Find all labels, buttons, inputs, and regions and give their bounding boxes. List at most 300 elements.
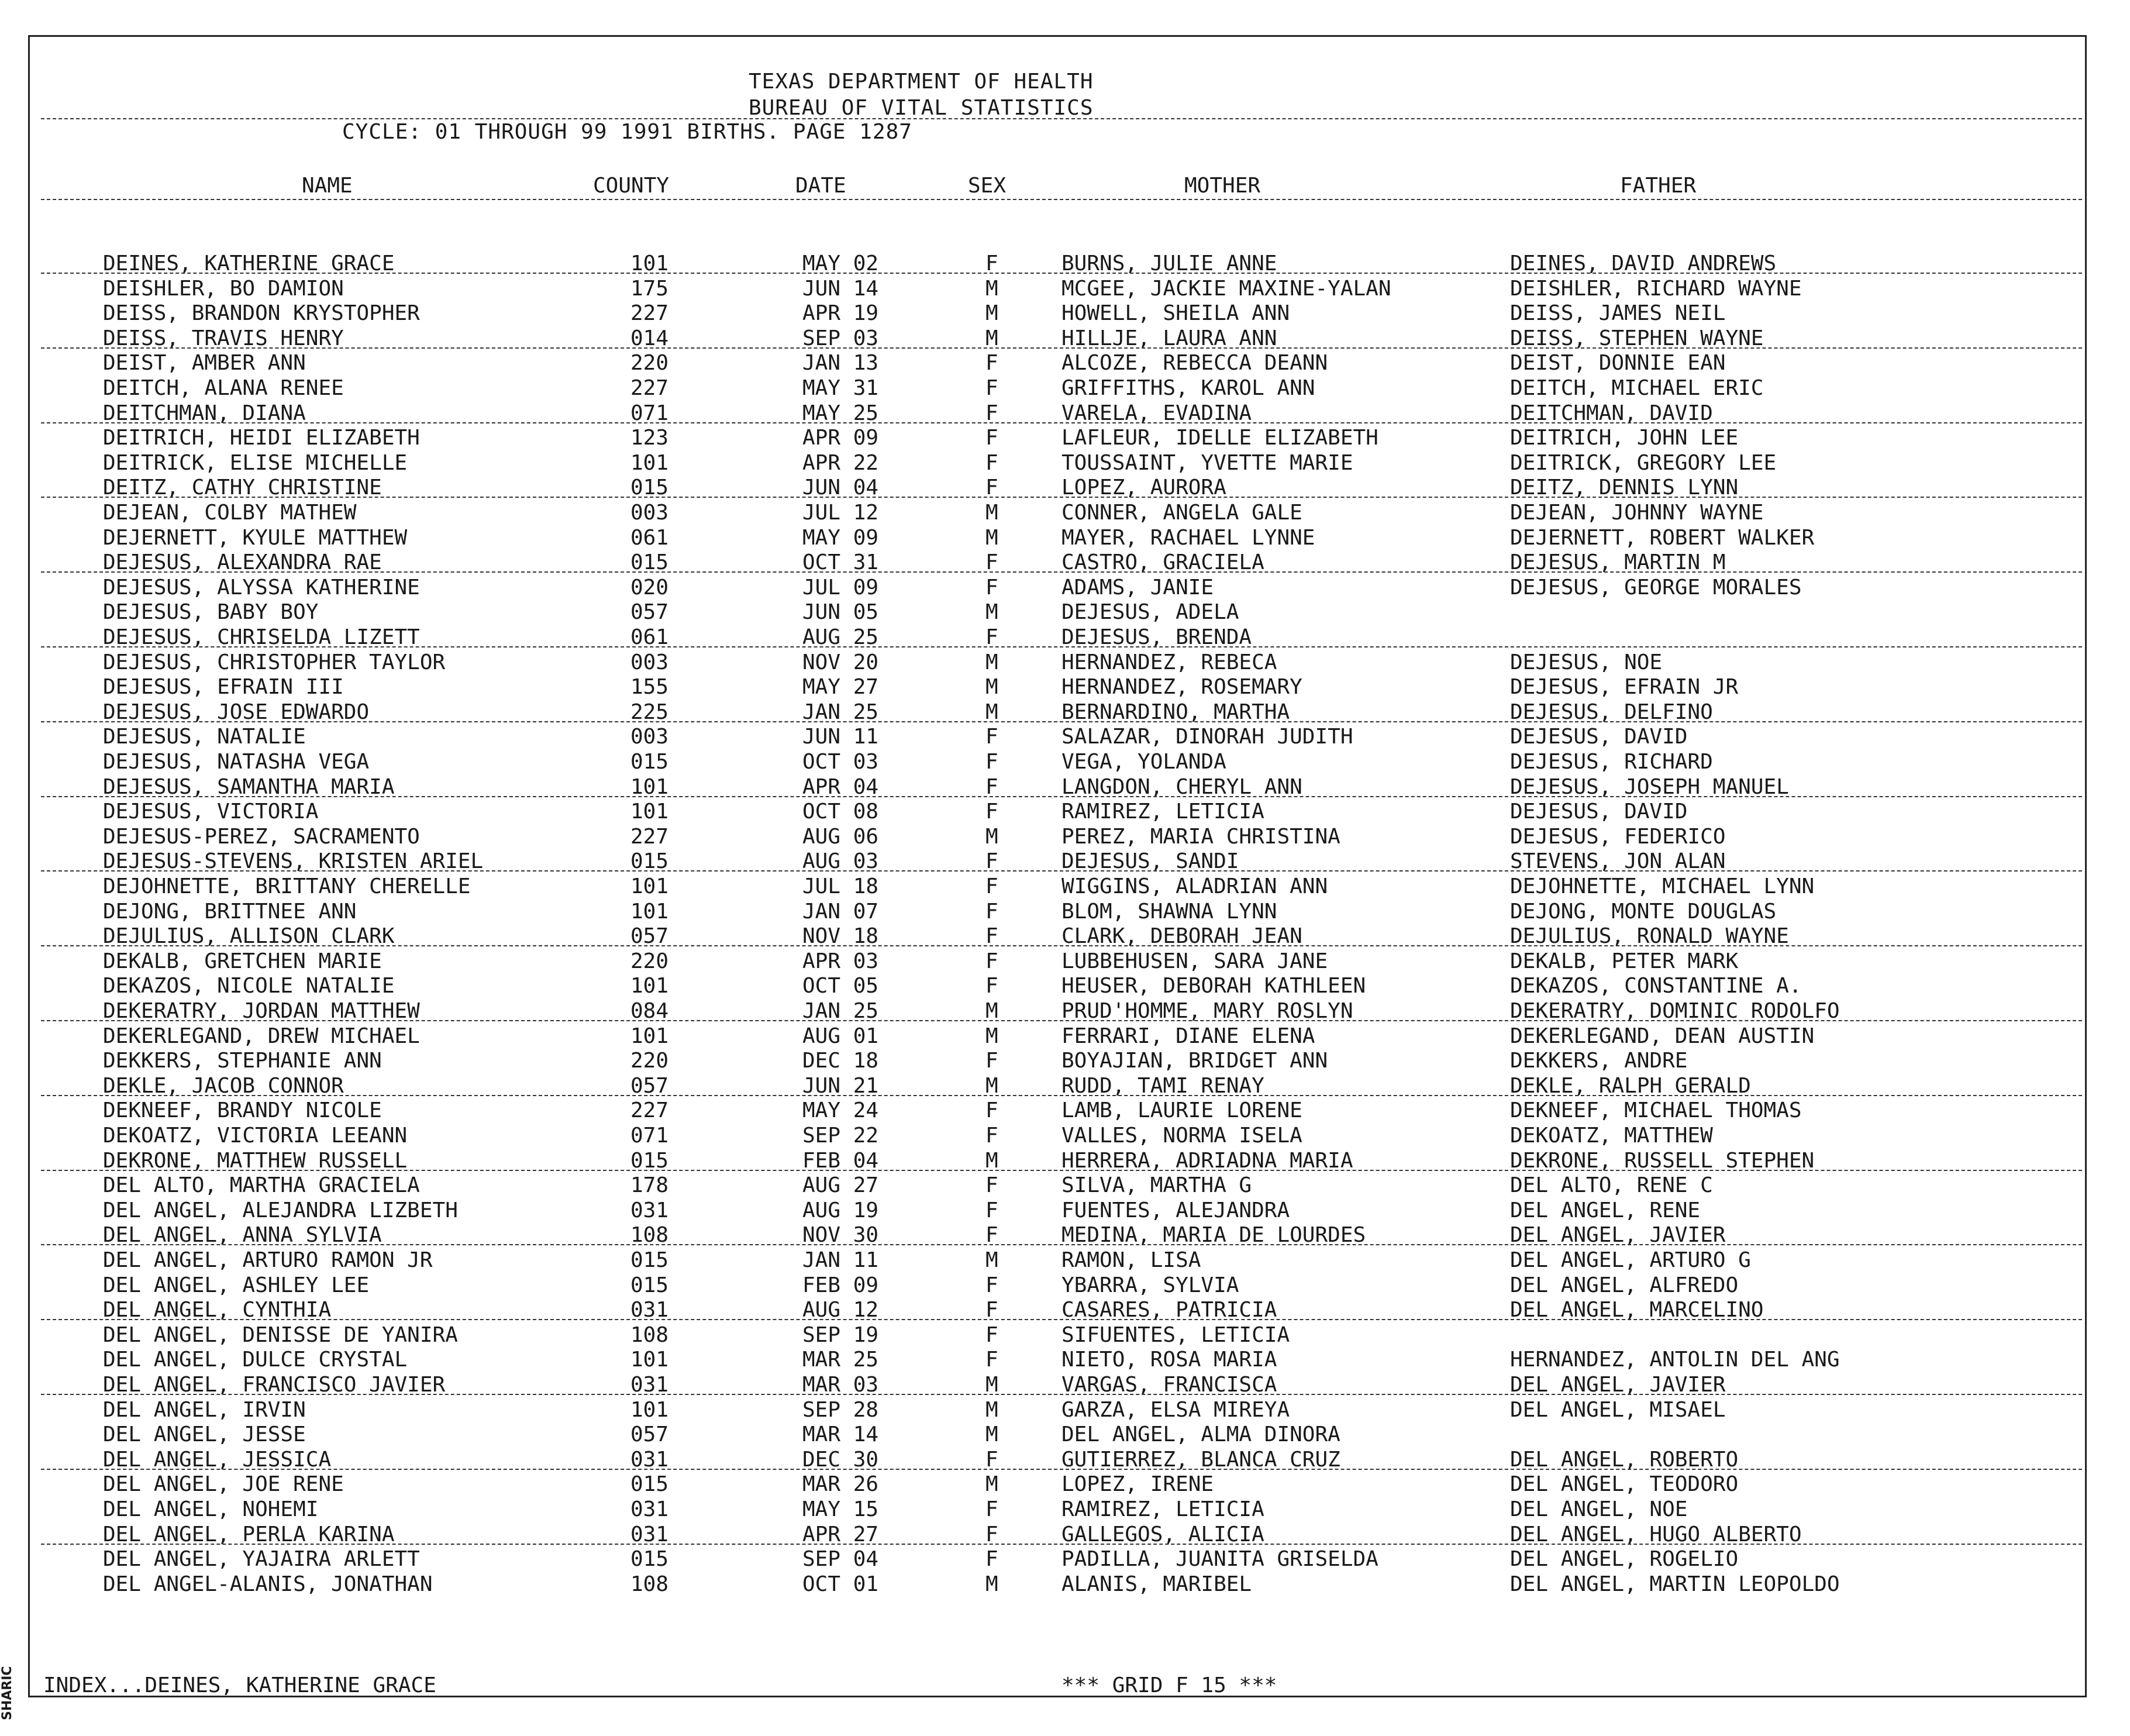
cell-sex: F — [985, 800, 998, 824]
cell-county: 071 — [630, 1124, 669, 1148]
cell-name: DEKALB, GRETCHEN MARIE — [103, 949, 382, 973]
cell-county: 108 — [630, 1322, 669, 1347]
cell-father: DEJULIUS, RONALD WAYNE — [1510, 924, 1789, 949]
cell-father: DEL ANGEL, HUGO ALBERTO — [1510, 1522, 1802, 1546]
cell-father: DEL ANGEL, ARTURO G — [1510, 1248, 1751, 1272]
cell-date: NOV 20 — [802, 650, 879, 674]
cell-father: DEL ANGEL, ALFREDO — [1510, 1273, 1739, 1297]
table-row — [0, 1572, 2130, 1597]
cell-name: DEINES, KATHERINE GRACE — [103, 252, 395, 275]
cell-date: JAN 25 — [802, 700, 879, 724]
table-row — [0, 376, 2130, 401]
cell-sex: M — [985, 525, 998, 550]
cell-name: DEJESUS-STEVENS, KRISTEN ARIEL — [103, 849, 484, 874]
cell-sex: F — [985, 252, 998, 275]
cell-name: DEITRICH, HEIDI ELIZABETH — [103, 426, 420, 450]
cell-name: DEITZ, CATHY CHRISTINE — [103, 476, 382, 500]
cell-father: DEKOATZ, MATTHEW — [1510, 1124, 1713, 1148]
cell-date: AUG 25 — [802, 625, 879, 649]
cell-sex: F — [985, 450, 998, 475]
table-row — [0, 874, 2130, 899]
cell-sex: F — [985, 1098, 998, 1123]
cell-mother: DEJESUS, BRENDA — [1061, 625, 1252, 649]
cell-county: 101 — [630, 874, 669, 898]
cell-county: 015 — [630, 849, 669, 874]
grid-label: *** GRID F 15 *** — [1061, 1673, 1277, 1697]
cell-name: DEJULIUS, ALLISON CLARK — [103, 924, 395, 949]
cell-mother: HEUSER, DEBORAH KATHLEEN — [1061, 974, 1366, 998]
cell-mother: RAMON, LISA — [1061, 1248, 1201, 1272]
cell-father: DEL ALTO, RENE C — [1510, 1173, 1713, 1198]
header-rule-top — [41, 118, 2082, 119]
cell-father: DEL ANGEL, MISAEL — [1510, 1397, 1726, 1422]
cell-mother: VALLES, NORMA ISELA — [1061, 1124, 1302, 1148]
cell-date: MAY 15 — [802, 1497, 879, 1521]
cell-mother: HERNANDEZ, ROSEMARY — [1061, 675, 1302, 700]
cell-name: DEL ANGEL, ANNA SYLVIA — [103, 1223, 382, 1248]
cell-date: OCT 03 — [802, 750, 879, 774]
cell-sex: M — [985, 1024, 998, 1048]
cell-father: DEJESUS, MARTIN M — [1510, 550, 1726, 575]
cell-father: HERNANDEZ, ANTOLIN DEL ANG — [1510, 1348, 1840, 1372]
cell-date: OCT 31 — [802, 550, 879, 575]
cell-date: MAY 09 — [802, 525, 879, 550]
column-header-father: FATHER — [1620, 174, 1697, 198]
cell-mother: GALLEGOS, ALICIA — [1061, 1522, 1264, 1546]
cell-county: 155 — [630, 675, 669, 700]
cell-father: DEITZ, DENNIS LYNN — [1510, 476, 1739, 500]
table-row — [0, 277, 2130, 301]
row-rule — [41, 571, 2082, 573]
cell-mother: SALAZAR, DINORAH JUDITH — [1061, 725, 1353, 749]
cell-sex: F — [985, 1447, 998, 1472]
cell-name: DEITCHMAN, DIANA — [103, 401, 306, 425]
cell-father: DEL ANGEL, MARCELINO — [1510, 1298, 1764, 1322]
cell-date: OCT 05 — [802, 974, 879, 998]
cell-mother: NIETO, ROSA MARIA — [1061, 1348, 1277, 1372]
cell-mother: LAMB, LAURIE LORENE — [1061, 1098, 1302, 1123]
row-rule — [41, 1170, 2082, 1171]
cell-name: DEKOATZ, VICTORIA LEEANN — [103, 1124, 408, 1148]
table-row — [0, 1348, 2130, 1372]
cell-mother: RUDD, TAMI RENAY — [1061, 1073, 1264, 1098]
cell-mother: BURNS, JULIE ANNE — [1061, 252, 1277, 275]
cell-father: DEKALB, PETER MARK — [1510, 949, 1739, 973]
cell-father: DEJESUS, JOSEPH MANUEL — [1510, 774, 1789, 799]
cell-name: DEJESUS-PEREZ, SACRAMENTO — [103, 824, 420, 849]
table-row — [0, 1398, 2130, 1422]
cell-sex: M — [985, 1248, 998, 1272]
cell-date: APR 22 — [802, 450, 879, 475]
cell-date: JUN 11 — [802, 725, 879, 749]
cell-county: 003 — [630, 725, 669, 749]
cell-date: APR 04 — [802, 774, 879, 799]
cell-name: DEJESUS, EFRAIN III — [103, 675, 344, 700]
cell-father: DEJESUS, RICHARD — [1510, 750, 1713, 774]
cell-sex: F — [985, 351, 998, 376]
cell-sex: M — [985, 824, 998, 849]
cell-county: 057 — [630, 600, 669, 625]
cell-mother: BLOM, SHAWNA LYNN — [1061, 899, 1277, 924]
cell-date: JUN 04 — [802, 476, 879, 500]
cell-county: 057 — [630, 1422, 669, 1447]
cell-father: DEITRICK, GREGORY LEE — [1510, 450, 1777, 475]
table-row — [0, 800, 2130, 824]
cell-name: DEL ANGEL, FRANCISCO JAVIER — [103, 1373, 446, 1397]
cell-county: 123 — [630, 426, 669, 450]
cell-name: DEIST, AMBER ANN — [103, 351, 306, 376]
cell-county: 031 — [630, 1447, 669, 1472]
cell-mother: GRIFFITHS, KAROL ANN — [1061, 376, 1315, 400]
cell-date: OCT 08 — [802, 800, 879, 824]
cell-county: 108 — [630, 1572, 669, 1596]
cell-sex: M — [985, 1397, 998, 1422]
row-rule — [41, 347, 2082, 349]
cell-mother: DEJESUS, SANDI — [1061, 849, 1239, 874]
cell-father: DEL ANGEL, NOE — [1510, 1497, 1688, 1521]
table-row — [0, 900, 2130, 924]
cell-date: MAY 24 — [802, 1098, 879, 1123]
cell-sex: M — [985, 700, 998, 724]
table-row — [0, 1124, 2130, 1148]
cell-county: 003 — [630, 650, 669, 674]
cell-name: DEJEAN, COLBY MATHEW — [103, 501, 357, 525]
cell-name: DEJESUS, VICTORIA — [103, 800, 319, 824]
cell-county: 101 — [630, 1348, 669, 1372]
cell-father: DEKRONE, RUSSELL STEPHEN — [1510, 1148, 1815, 1173]
cell-mother: SILVA, MARTHA G — [1061, 1173, 1252, 1198]
cell-sex: F — [985, 949, 998, 973]
cell-county: 227 — [630, 1098, 669, 1123]
cell-date: FEB 09 — [802, 1273, 879, 1297]
cell-date: SEP 22 — [802, 1124, 879, 1148]
cell-county: 101 — [630, 800, 669, 824]
cell-date: DEC 18 — [802, 1049, 879, 1073]
row-rule — [41, 1319, 2082, 1320]
cell-name: DEL ANGEL, DULCE CRYSTAL — [103, 1348, 408, 1372]
cell-county: 071 — [630, 401, 669, 425]
cell-mother: TOUSSAINT, YVETTE MARIE — [1061, 450, 1353, 475]
cell-mother: LAFLEUR, IDELLE ELIZABETH — [1061, 426, 1378, 450]
cell-sex: F — [985, 1322, 998, 1347]
cell-date: JAN 13 — [802, 351, 879, 376]
cell-father: DEISS, STEPHEN WAYNE — [1510, 326, 1764, 350]
row-rule — [41, 273, 2082, 274]
cell-date: APR 09 — [802, 426, 879, 450]
cell-name: DEJESUS, NATASHA VEGA — [103, 750, 370, 774]
cell-mother: PADILLA, JUANITA GRISELDA — [1061, 1547, 1378, 1572]
cell-father: DEITCHMAN, DAVID — [1510, 401, 1713, 425]
cell-name: DEKERLEGAND, DREW MICHAEL — [103, 1024, 420, 1048]
cell-date: SEP 19 — [802, 1322, 879, 1347]
cell-county: 175 — [630, 276, 669, 301]
cell-mother: ALANIS, MARIBEL — [1061, 1572, 1252, 1596]
cell-father: DEINES, DAVID ANDREWS — [1510, 252, 1777, 275]
cycle-line: CYCLE: 01 THROUGH 99 1991 BIRTHS. PAGE 1287 — [342, 120, 912, 144]
table-row — [0, 750, 2130, 774]
cell-date: MAR 14 — [802, 1422, 879, 1447]
table-row — [0, 576, 2130, 600]
cell-sex: M — [985, 501, 998, 525]
row-rule — [41, 646, 2082, 647]
row-rule — [41, 1394, 2082, 1395]
cell-date: JAN 07 — [802, 899, 879, 924]
cell-date: SEP 04 — [802, 1547, 879, 1572]
cell-name: DEKRONE, MATTHEW RUSSELL — [103, 1148, 408, 1173]
cell-county: 057 — [630, 1073, 669, 1098]
cell-name: DEL ANGEL-ALANIS, JONATHAN — [103, 1572, 433, 1596]
cell-date: MAY 25 — [802, 401, 879, 425]
cell-mother: RAMIREZ, LETICIA — [1061, 1497, 1264, 1521]
cell-sex: M — [985, 1073, 998, 1098]
cell-county: 220 — [630, 351, 669, 376]
table-row — [0, 949, 2130, 974]
cell-sex: F — [985, 426, 998, 450]
cell-father: DEJESUS, NOE — [1510, 650, 1663, 674]
cell-name: DEL ANGEL, YAJAIRA ARLETT — [103, 1547, 420, 1572]
cell-county: 015 — [630, 1472, 669, 1497]
cell-date: MAY 31 — [802, 376, 879, 400]
cell-name: DEJESUS, SAMANTHA MARIA — [103, 774, 395, 799]
cell-sex: F — [985, 1198, 998, 1222]
cell-name: DEJESUS, JOSE EDWARDO — [103, 700, 370, 724]
cell-mother: LOPEZ, AURORA — [1061, 476, 1226, 500]
table-row — [0, 825, 2130, 849]
cell-name: DEISHLER, BO DAMION — [103, 276, 344, 301]
cell-sex: F — [985, 1273, 998, 1297]
cell-father: DEKKERS, ANDRE — [1510, 1049, 1688, 1073]
cell-name: DEL ANGEL, PERLA KARINA — [103, 1522, 395, 1546]
cell-county: 015 — [630, 750, 669, 774]
cell-mother: HILLJE, LAURA ANN — [1061, 326, 1277, 350]
cell-father: DEL ANGEL, TEODORO — [1510, 1472, 1739, 1497]
cell-sex: F — [985, 550, 998, 575]
column-header-mother: MOTHER — [1184, 174, 1261, 198]
cell-county: 227 — [630, 301, 669, 326]
cell-father: DEKERATRY, DOMINIC RODOLFO — [1510, 999, 1840, 1023]
cell-name: DEKKERS, STEPHANIE ANN — [103, 1049, 382, 1073]
cell-county: 031 — [630, 1198, 669, 1222]
column-header-sex: SEX — [968, 174, 1007, 198]
cell-date: OCT 01 — [802, 1572, 879, 1596]
cell-name: DEJONG, BRITTNEE ANN — [103, 899, 357, 924]
cell-father: DEKLE, RALPH GERALD — [1510, 1073, 1751, 1098]
cell-county: 020 — [630, 575, 669, 600]
cell-county: 014 — [630, 326, 669, 350]
cell-mother: BOYAJIAN, BRIDGET ANN — [1061, 1049, 1328, 1073]
table-row — [0, 1472, 2130, 1497]
cell-name: DEL ANGEL, ARTURO RAMON JR — [103, 1248, 433, 1272]
cell-county: 031 — [630, 1497, 669, 1521]
cell-name: DEL ANGEL, ALEJANDRA LIZBETH — [103, 1198, 458, 1222]
table-row — [0, 1497, 2130, 1522]
cell-date: AUG 06 — [802, 824, 879, 849]
cell-mother: VEGA, YOLANDA — [1061, 750, 1226, 774]
cell-name: DEKNEEF, BRANDY NICOLE — [103, 1098, 382, 1123]
cell-county: 101 — [630, 974, 669, 998]
cell-name: DEITRICK, ELISE MICHELLE — [103, 450, 408, 475]
cell-county: 225 — [630, 700, 669, 724]
cell-father: DEJERNETT, ROBERT WALKER — [1510, 525, 1815, 550]
table-row — [0, 1098, 2130, 1123]
cell-father: DEJESUS, DAVID — [1510, 800, 1688, 824]
cell-county: 061 — [630, 525, 669, 550]
cell-county: 220 — [630, 1049, 669, 1073]
cell-father: DEISHLER, RICHARD WAYNE — [1510, 276, 1802, 301]
cell-mother: LANGDON, CHERYL ANN — [1061, 774, 1302, 799]
cell-date: SEP 03 — [802, 326, 879, 350]
cell-father: DEJESUS, GEORGE MORALES — [1510, 575, 1802, 600]
table-row — [0, 1024, 2130, 1049]
cell-mother: ADAMS, JANIE — [1061, 575, 1214, 600]
cell-sex: M — [985, 276, 998, 301]
cell-mother: HERRERA, ADRIADNA MARIA — [1061, 1148, 1353, 1173]
cell-sex: F — [985, 1497, 998, 1521]
cell-sex: M — [985, 1422, 998, 1447]
cell-mother: MCGEE, JACKIE MAXINE-YALAN — [1061, 276, 1391, 301]
cell-name: DEJESUS, ALEXANDRA RAE — [103, 550, 382, 575]
cell-date: MAY 02 — [802, 252, 879, 275]
cell-father: DEJESUS, DELFINO — [1510, 700, 1713, 724]
cell-date: JAN 25 — [802, 999, 879, 1023]
cell-name: DEJESUS, CHRISELDA LIZETT — [103, 625, 420, 649]
column-header-county: COUNTY — [593, 174, 670, 198]
cell-sex: F — [985, 924, 998, 949]
cell-date: AUG 01 — [802, 1024, 879, 1048]
cell-date: MAR 26 — [802, 1472, 879, 1497]
cell-sex: M — [985, 650, 998, 674]
cell-name: DEISS, BRANDON KRYSTOPHER — [103, 301, 420, 326]
cell-father: DEKERLEGAND, DEAN AUSTIN — [1510, 1024, 1815, 1048]
table-row — [0, 1547, 2130, 1572]
table-row — [0, 1198, 2130, 1223]
table-row — [0, 974, 2130, 998]
cell-sex: F — [985, 1547, 998, 1572]
cell-county: 084 — [630, 999, 669, 1023]
cell-name: DEITCH, ALANA RENEE — [103, 376, 344, 400]
cell-name: DEKERATRY, JORDAN MATTHEW — [103, 999, 420, 1023]
cell-sex: F — [985, 376, 998, 400]
row-rule — [41, 497, 2082, 498]
cell-father: DEIST, DONNIE EAN — [1510, 351, 1726, 376]
cell-date: APR 19 — [802, 301, 879, 326]
cell-name: DEL ANGEL, JOE RENE — [103, 1472, 344, 1497]
cell-county: 015 — [630, 1148, 669, 1173]
side-mark: SHARIC — [0, 1666, 15, 1721]
cell-mother: FUENTES, ALEJANDRA — [1061, 1198, 1290, 1222]
cell-county: 015 — [630, 550, 669, 575]
cell-county: 227 — [630, 376, 669, 400]
cell-sex: F — [985, 625, 998, 649]
cell-date: AUG 27 — [802, 1173, 879, 1198]
cell-mother: LOPEZ, IRENE — [1061, 1472, 1214, 1497]
cell-sex: F — [985, 401, 998, 425]
column-header-name: NAME — [302, 174, 353, 198]
row-rule — [41, 1244, 2082, 1245]
table-row — [0, 725, 2130, 749]
cell-father: DEJONG, MONTE DOUGLAS — [1510, 899, 1777, 924]
cell-date: AUG 12 — [802, 1298, 879, 1322]
cell-sex: F — [985, 774, 998, 799]
cell-date: JUL 18 — [802, 874, 879, 898]
cell-sex: M — [985, 1148, 998, 1173]
cell-date: JAN 11 — [802, 1248, 879, 1272]
cell-sex: F — [985, 476, 998, 500]
cell-father: DEITCH, MICHAEL ERIC — [1510, 376, 1764, 400]
cell-name: DEL ANGEL, JESSICA — [103, 1447, 332, 1472]
cell-name: DEL ANGEL, ASHLEY LEE — [103, 1273, 370, 1297]
cell-mother: MAYER, RACHAEL LYNNE — [1061, 525, 1315, 550]
cell-mother: DEJESUS, ADELA — [1061, 600, 1239, 625]
cell-mother: WIGGINS, ALADRIAN ANN — [1061, 874, 1328, 898]
cell-father: DEL ANGEL, MARTIN LEOPOLDO — [1510, 1572, 1840, 1596]
cell-mother: DEL ANGEL, ALMA DINORA — [1061, 1422, 1340, 1447]
cell-county: 003 — [630, 501, 669, 525]
cell-county: 101 — [630, 252, 669, 275]
cell-mother: PEREZ, MARIA CHRISTINA — [1061, 824, 1340, 849]
table-row — [0, 1049, 2130, 1073]
cell-sex: F — [985, 575, 998, 600]
table-row — [0, 426, 2130, 450]
cell-mother: CONNER, ANGELA GALE — [1061, 501, 1302, 525]
cell-mother: SIFUENTES, LETICIA — [1061, 1322, 1290, 1347]
cell-father: DEJESUS, DAVID — [1510, 725, 1688, 749]
cell-sex: F — [985, 974, 998, 998]
cell-name: DEL ALTO, MARTHA GRACIELA — [103, 1173, 420, 1198]
row-rule — [41, 721, 2082, 722]
cell-sex: F — [985, 1348, 998, 1372]
cell-county: 101 — [630, 899, 669, 924]
cell-county: 031 — [630, 1522, 669, 1546]
cell-mother: YBARRA, SYLVIA — [1061, 1273, 1239, 1297]
cell-father: DEL ANGEL, RENE — [1510, 1198, 1701, 1222]
cell-sex: M — [985, 1472, 998, 1497]
cell-county: 057 — [630, 924, 669, 949]
cell-mother: VARGAS, FRANCISCA — [1061, 1373, 1277, 1397]
table-row — [0, 1173, 2130, 1198]
cell-date: JUN 05 — [802, 600, 879, 625]
cell-sex: F — [985, 725, 998, 749]
row-rule — [41, 1469, 2082, 1470]
cell-sex: M — [985, 600, 998, 625]
cell-county: 101 — [630, 1024, 669, 1048]
cell-mother: VARELA, EVADINA — [1061, 401, 1252, 425]
table-row — [0, 351, 2130, 376]
cell-date: DEC 30 — [802, 1447, 879, 1472]
cell-date: JUN 21 — [802, 1073, 879, 1098]
cell-name: DEJOHNETTE, BRITTANY CHERELLE — [103, 874, 471, 898]
cell-mother: PRUD'HOMME, MARY ROSLYN — [1061, 999, 1353, 1023]
cell-county: 061 — [630, 625, 669, 649]
cell-county: 031 — [630, 1298, 669, 1322]
cell-sex: M — [985, 301, 998, 326]
cell-date: AUG 19 — [802, 1198, 879, 1222]
cell-father: DEJESUS, EFRAIN JR — [1510, 675, 1739, 700]
cell-county: 101 — [630, 1397, 669, 1422]
cell-date: MAY 27 — [802, 675, 879, 700]
table-row — [0, 600, 2130, 625]
cell-sex: M — [985, 1572, 998, 1596]
cell-name: DEJESUS, ALYSSA KATHERINE — [103, 575, 420, 600]
cell-father: STEVENS, JON ALAN — [1510, 849, 1726, 874]
column-header-date: DATE — [795, 174, 846, 198]
cell-sex: F — [985, 1049, 998, 1073]
cell-name: DEKAZOS, NICOLE NATALIE — [103, 974, 395, 998]
cell-county: 015 — [630, 1273, 669, 1297]
cell-name: DEKLE, JACOB CONNOR — [103, 1073, 344, 1098]
cell-father: DEKAZOS, CONSTANTINE A. — [1510, 974, 1802, 998]
cell-name: DEL ANGEL, IRVIN — [103, 1397, 306, 1422]
